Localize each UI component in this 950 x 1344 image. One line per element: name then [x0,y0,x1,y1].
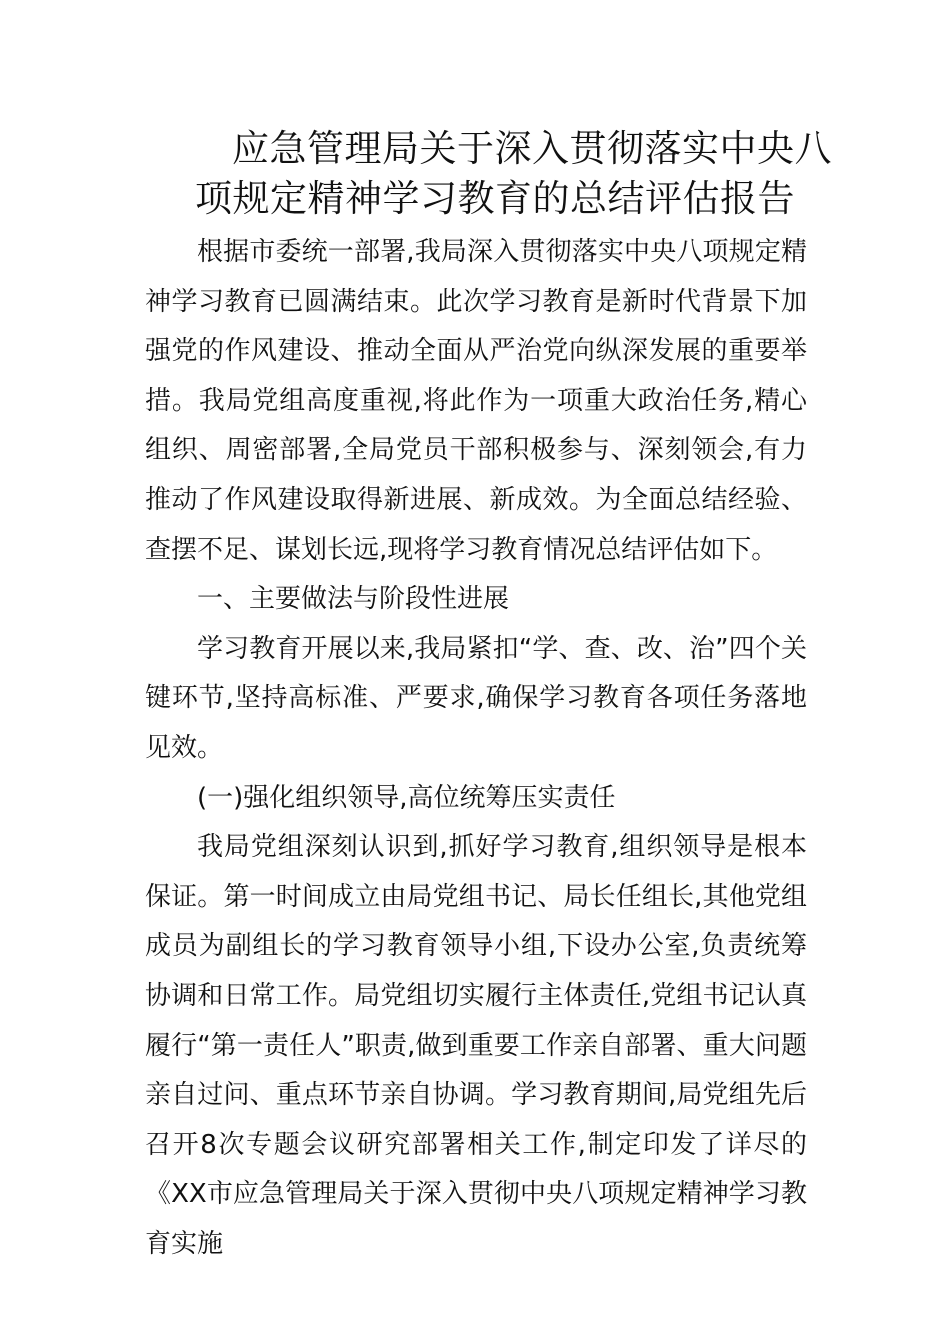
title-line-1: 应急管理局关于深入贯彻落实中央八 [232,127,832,170]
title-line-2: 项规定精神学习教育的总结评估报告 [195,177,795,220]
section-heading-1: 一、主要做法与阶段性进展 [197,584,510,615]
section-1-paragraph: 学习教育开展以来,我局紧扣“学、查、改、治”四个关键环节,坚持高标准、严要求,确保学习教育各项任务落地见效。 [145,633,807,763]
subsection-heading-1: (一)强化组织领导,高位统筹压实责任 [197,782,616,813]
document-title [150,124,832,224]
subsection-1-paragraph: 我局党组深刻认识到,抓好学习教育,组织领导是根本保证。第一时间成立由局党组书记、局长任组长,其他党组成员为副组长的学习教育领导小组,下设办公室,负责统筹协调和日常工作。局党组切实履行主体责任,党组书记认真履行“第一责任人”职责,做到重要工作亲自部署、重大问题亲自过问、重点环节亲自协调。学习教育期间,局党组先后召开8次专题会议研究部署相关工作,制定印发了详尽的《XX市应急管理局关于深入贯彻中央八项规定精神学习教育实施 [145,832,807,1259]
intro-paragraph: 根据市委统一部署,我局深入贯彻落实中央八项规定精神学习教育已圆满结束。此次学习教育是新时代背景下加强党的作风建设、推动全面从严治党向纵深发展的重要举措。我局党组高度重视,将此作为一项重大政治任务,精心组织、周密部署,全局党员干部积极参与、深刻领会,有力推动了作风建设取得新进展、新成效。为全面总结经验、查摆不足、谋划长远,现将学习教育情况总结评估如下。 [145,237,807,565]
document-body [145,228,807,1269]
